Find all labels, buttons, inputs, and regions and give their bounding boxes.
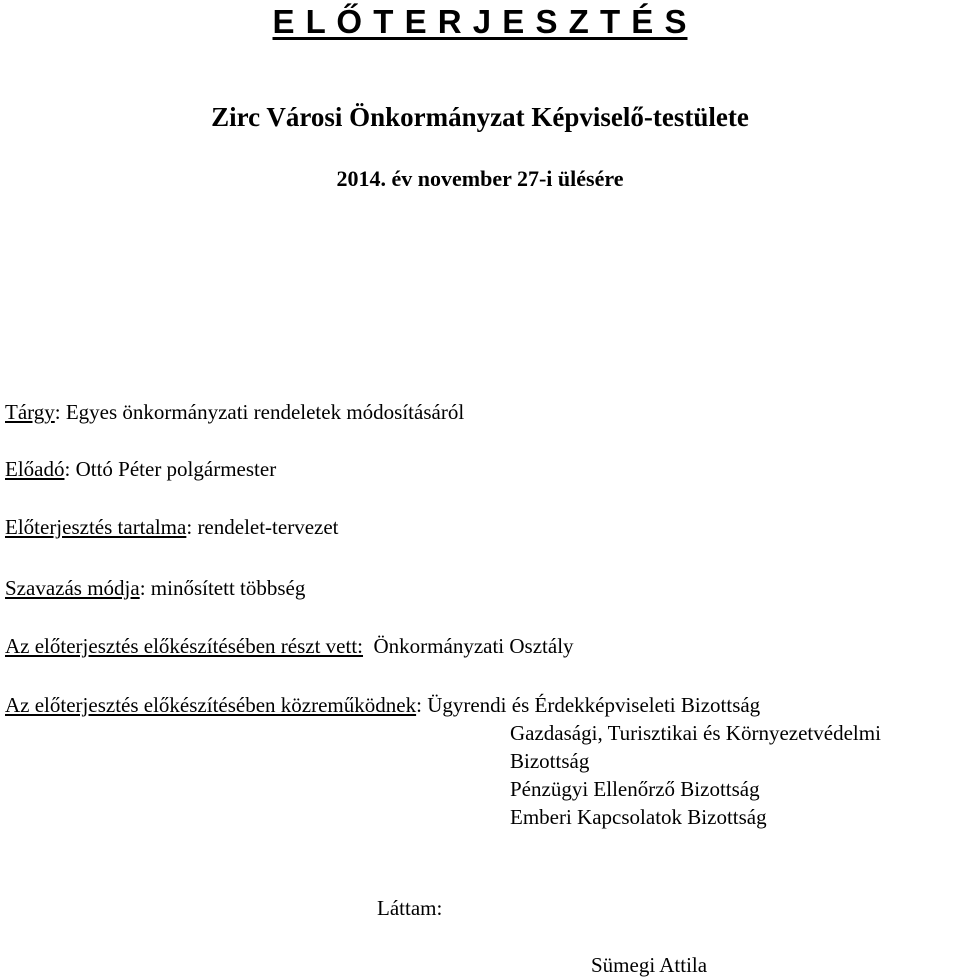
presenter-value: Ottó Péter polgármester [75, 457, 277, 481]
committee-item: Gazdasági, Turisztikai és Környezetvédelmi [510, 721, 881, 745]
presenter-field: Előadó: Ottó Péter polgármester [5, 457, 277, 481]
committee-item: Bizottság [510, 749, 590, 773]
cooperating-field: Az előterjesztés előkészítésében közreműködnek: Ügyrendi és Érdekképviseleti Bizottság [5, 693, 761, 717]
voting-value: minősített többség [150, 576, 306, 600]
voting-field: Szavazás módja: minősített többség [5, 576, 306, 600]
committee-list [510, 719, 881, 831]
session-date: 2014. év november 27-i ülésére [336, 166, 624, 191]
subject-label: Tárgy [5, 400, 55, 424]
committee-item: Pénzügyi Ellenőrző Bizottság [510, 777, 760, 801]
prepared-by-value: Önkormányzati Osztály [373, 634, 574, 658]
committee-item: Emberi Kapcsolatok Bizottság [510, 805, 767, 829]
document-title-text: E L Ő T E R J E S Z T É S [272, 3, 688, 40]
subject-field: Tárgy: Egyes önkormányzati rendeletek módosításáról [5, 400, 465, 424]
prepared-by-label: Az előterjesztés előkészítésében részt vett: [5, 634, 364, 658]
seen-label: Láttam: [377, 896, 443, 920]
voting-label: Szavazás módja [5, 576, 140, 600]
content-label: Előterjesztés tartalma [5, 515, 187, 539]
addressee-body: Zirc Városi Önkormányzat Képviselő-testülete [211, 102, 749, 132]
presenter-label: Előadó [5, 457, 65, 481]
cooperating-label: Az előterjesztés előkészítésében közreműködnek [5, 693, 417, 717]
content-value: rendelet-tervezet [197, 515, 339, 539]
subject-value: Egyes önkormányzati rendeletek módosításáról [65, 400, 465, 424]
prepared-by-field [5, 632, 574, 660]
committee-item: Ügyrendi és Érdekképviseleti Bizottság [427, 693, 761, 717]
signer-name: Sümegi Attila [591, 953, 708, 977]
content-field: Előterjesztés tartalma: rendelet-tervezet [5, 515, 339, 539]
document-title [0, 2, 960, 42]
